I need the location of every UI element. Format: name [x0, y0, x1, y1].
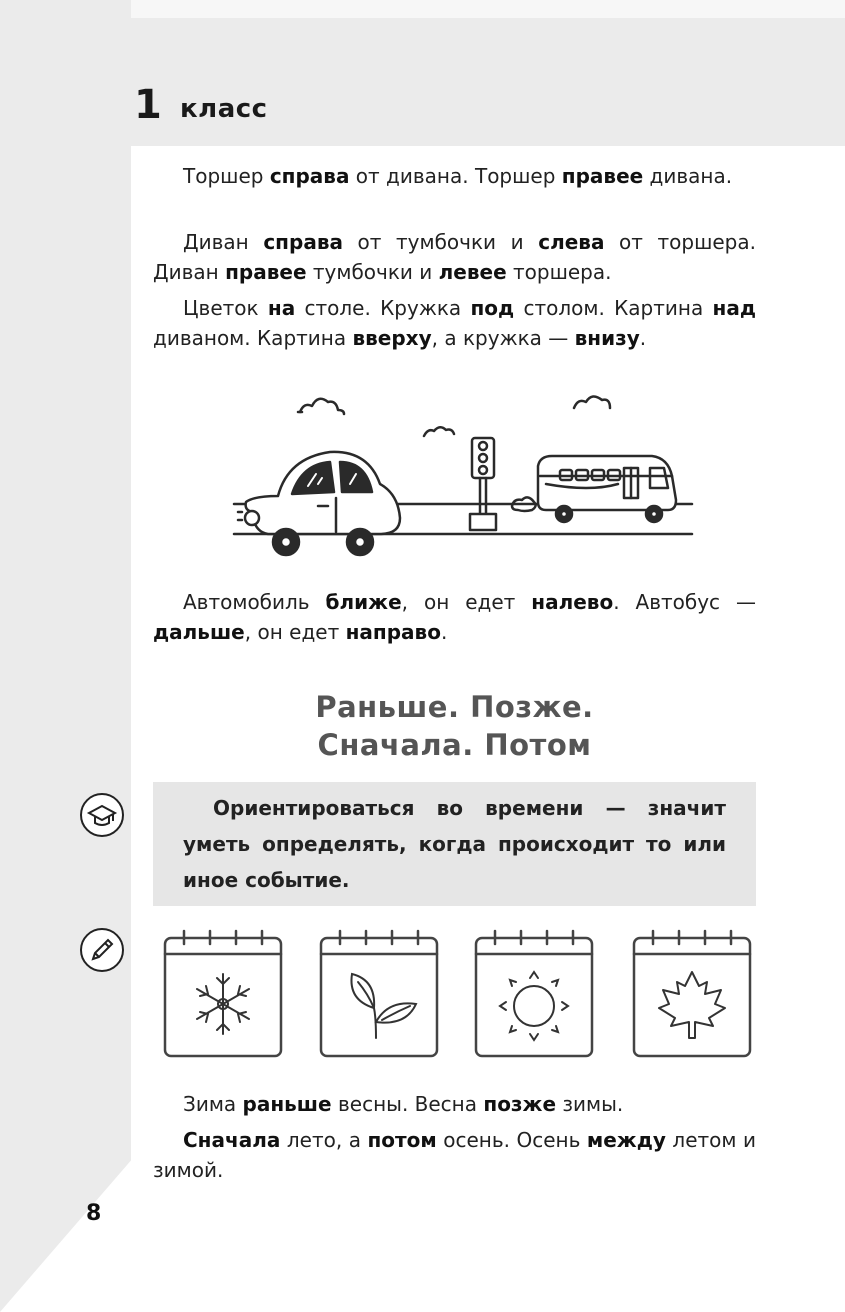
cloud-icon-1	[298, 399, 344, 414]
section-title-line2: Сначала. Потом	[317, 728, 592, 762]
calendar-spring	[318, 928, 440, 1060]
bus-icon	[538, 456, 676, 522]
sun-icon	[500, 972, 568, 1040]
paragraph-avtomobil: Автомобиль ближе, он едет налево. Автобус — дальше, он едет направо.	[153, 590, 756, 644]
grade-label: класс	[180, 94, 268, 124]
road-illustration	[230, 388, 700, 570]
pencil-icon	[79, 927, 125, 973]
grade-number: 1	[134, 82, 162, 128]
traffic-light-icon	[470, 438, 496, 530]
graduation-cap-icon	[79, 792, 125, 838]
calendar-winter	[162, 928, 284, 1060]
definition-text: Ориентироваться во времени — значит уметь определять, когда происходит то или иное событие.	[183, 796, 726, 892]
car-icon	[238, 452, 400, 555]
cloud-icon-3	[424, 427, 454, 436]
snowflake-icon	[197, 974, 249, 1034]
page-number: 8	[86, 1201, 102, 1226]
calendar-autumn	[631, 928, 753, 1060]
sprout-icon	[351, 974, 416, 1038]
section-title-line1: Раньше. Позже.	[315, 690, 594, 724]
paragraph-snachala: Сначала лето, а потом осень. Осень между летом и зимой.	[153, 1128, 756, 1182]
top-strip	[131, 0, 845, 18]
calendar-summer	[473, 928, 595, 1060]
paragraph-zima: Зима раньше весны. Весна позже зимы.	[183, 1092, 624, 1116]
paragraph-divan: Диван справа от тумбочки и слева от торшера. Диван правее тумбочки и левее торшера.	[153, 230, 756, 284]
paragraph-tsvetok: Цветок на столе. Кружка под столом. Картина над диваном. Картина вверху, а кружка — внизу.	[153, 296, 756, 350]
cloud-icon-2	[574, 396, 610, 408]
maple-leaf-icon	[659, 972, 725, 1038]
page-fold	[0, 1150, 140, 1312]
section-title	[153, 688, 756, 764]
paragraph-torsher: Торшер справа от дивана. Торшер правее дивана.	[183, 164, 733, 188]
